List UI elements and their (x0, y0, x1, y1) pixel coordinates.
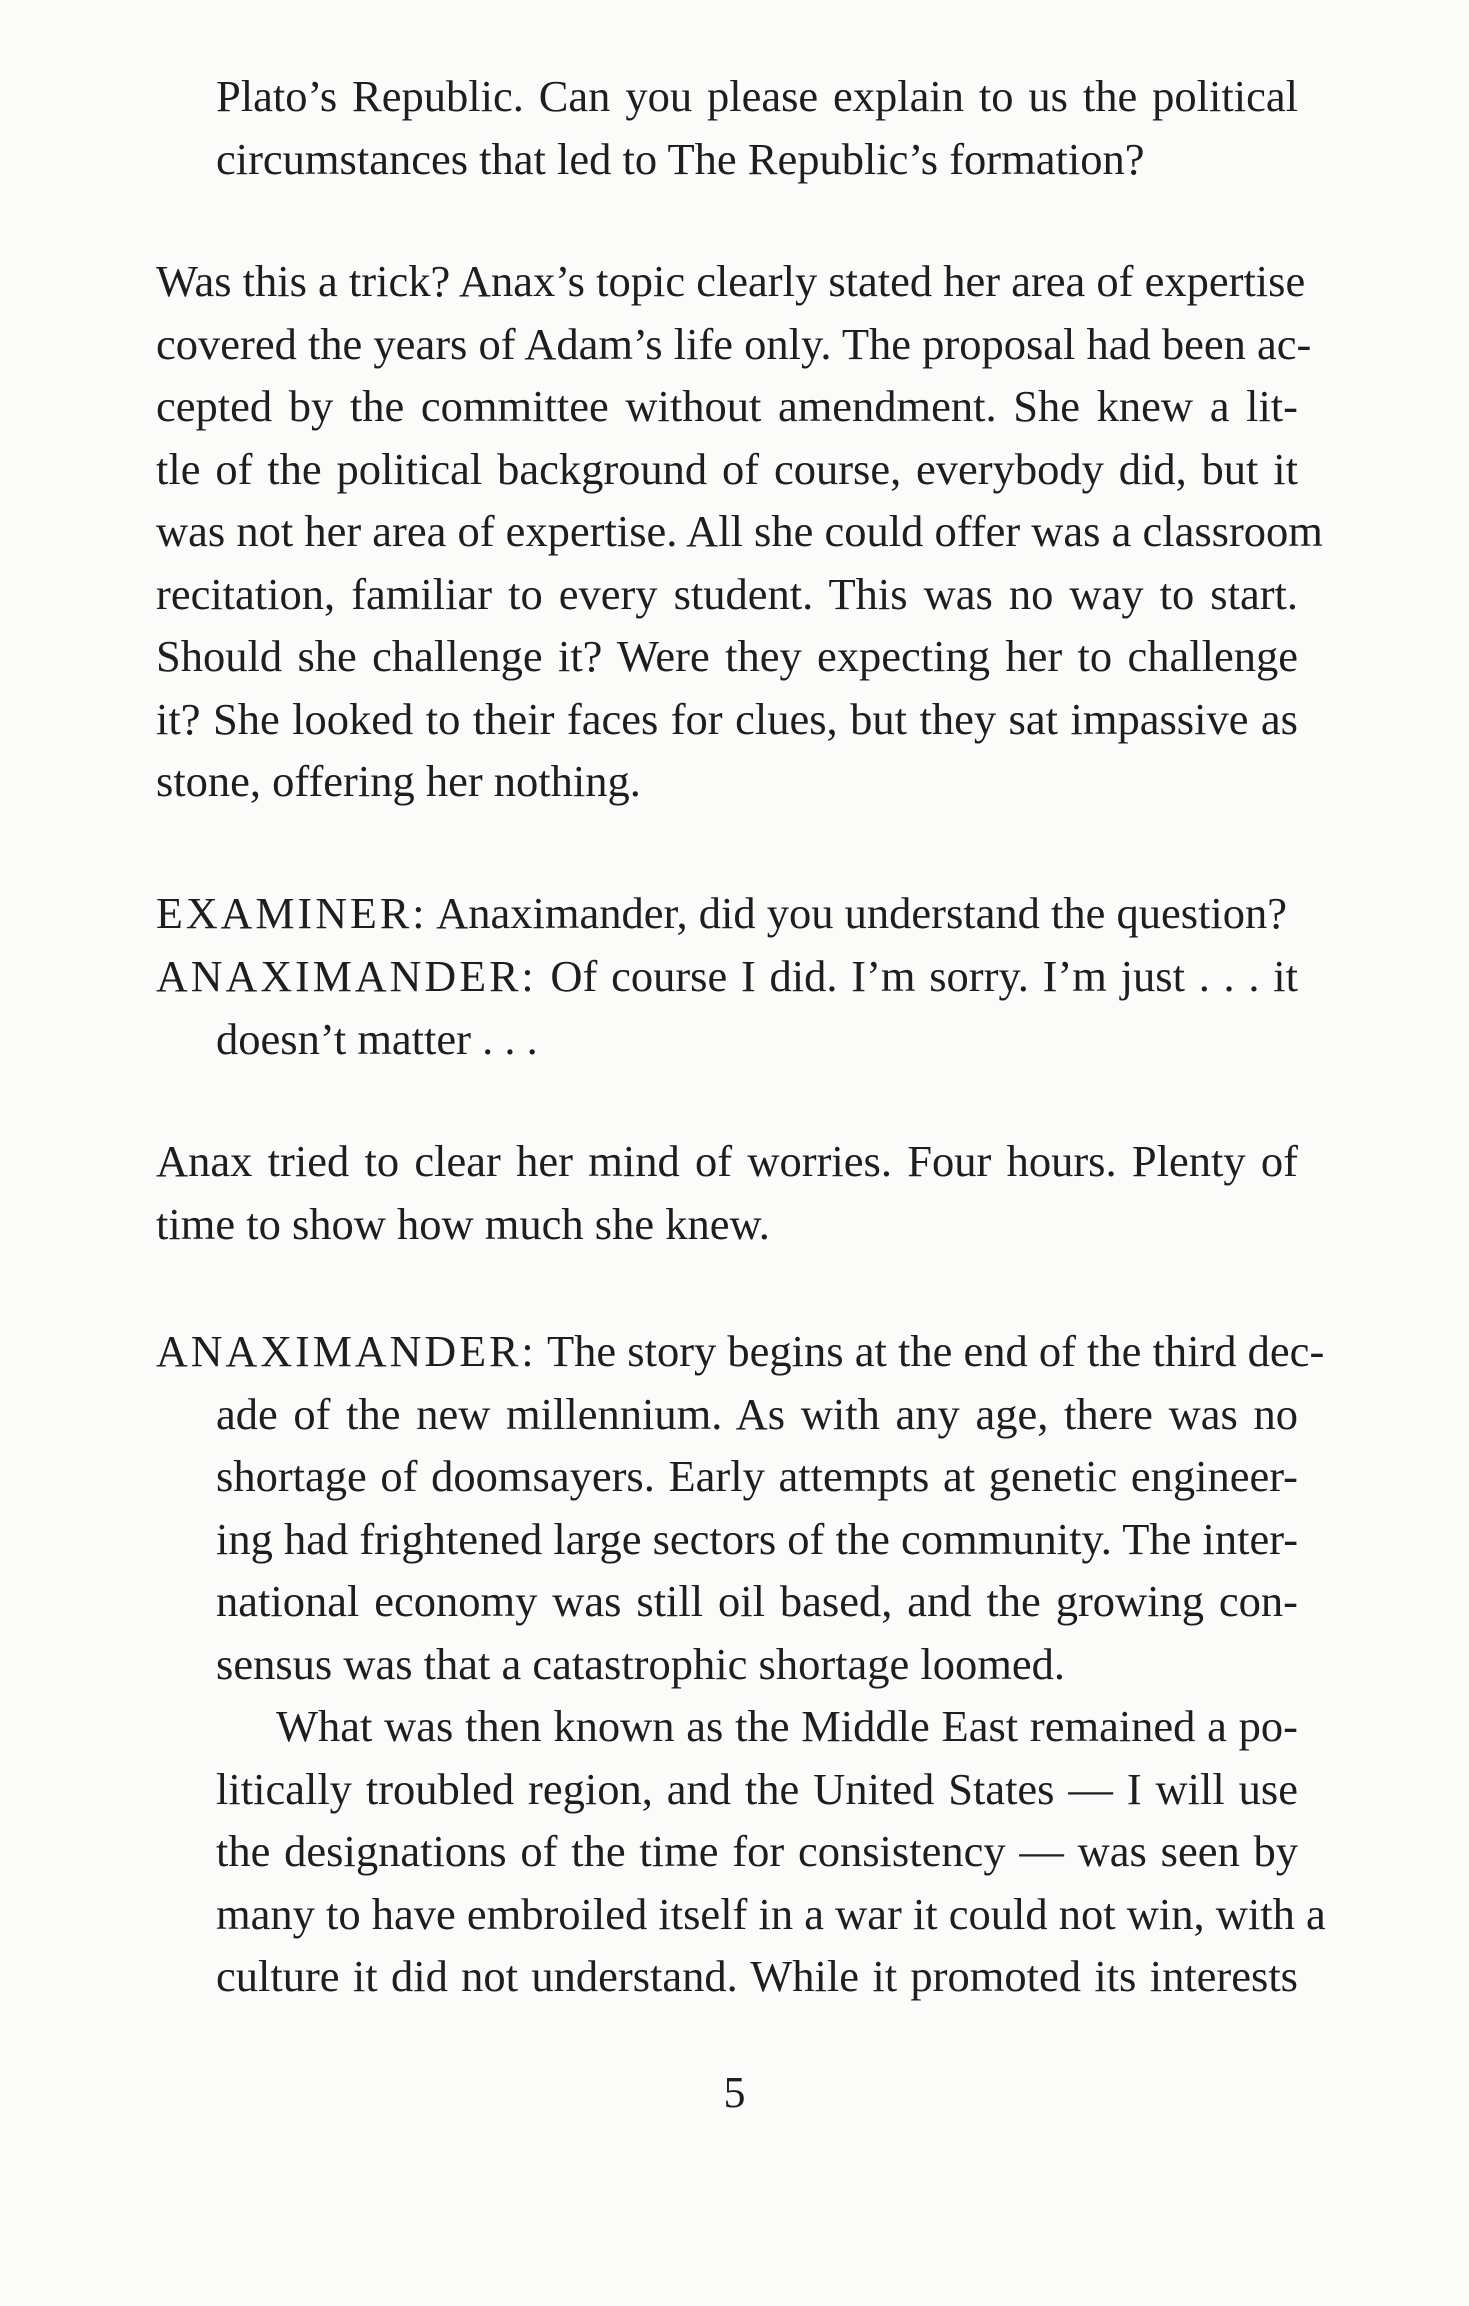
dialogue-text: Of course I did. I’m sorry. I’m just . . . it (550, 951, 1299, 1001)
text-line: cepted by the committee without amendment. She knew a lit- (156, 381, 1298, 431)
text-line (156, 945, 1298, 1008)
text-line: Should she challenge it? Were they expecting her to challenge (156, 631, 1298, 681)
text-line: time to show how much she knew. (156, 1198, 770, 1249)
text-line: circumstances that led to The Republic’s formation? (216, 133, 1145, 184)
text-line: tle of the political background of course, everybody did, but it (156, 443, 1298, 494)
text-line: ing had frightened large sectors of the community. The inter- (216, 1513, 1299, 1564)
text-line: ade of the new millennium. As with any age, there was no (216, 1388, 1298, 1439)
text-line: What was then known as the Middle East remained a po- (276, 1701, 1298, 1751)
text-line: national economy was still oil based, and the growing con- (216, 1576, 1298, 1626)
paragraph-anax-doubt (156, 250, 1323, 813)
text-line: the designations of the time for consistency — was seen by (216, 1826, 1298, 1876)
text-line: Plato’s Republic. Can you please explain to us the political (216, 71, 1298, 121)
text-line: Was this a trick? Anax’s topic clearly stated her area of expertise (156, 256, 1306, 306)
speaker-label: EXAMINER: (156, 889, 428, 938)
text-line: Anax tried to clear her mind of worries. Four hours. Plenty of (156, 1136, 1298, 1186)
dialogue-text: Anaximander, did you understand the question? (436, 888, 1288, 938)
page-number: 5 (723, 2068, 746, 2117)
text-line: doesn’t matter . . . (216, 1013, 538, 1064)
speaker-label: ANAXIMANDER: (156, 952, 537, 1001)
text-line: culture it did not understand. While it promoted its interests (216, 1951, 1298, 2001)
paragraph-continuation (156, 65, 1298, 190)
text-line: covered the years of Adam’s life only. The proposal had been ac- (156, 318, 1312, 369)
text-line: was not her area of expertise. All she could offer was a classroom (156, 506, 1323, 556)
text-line: stone, offering her nothing. (156, 756, 641, 806)
dialogue-anaximander-2 (156, 1320, 1326, 2008)
speaker-label: ANAXIMANDER: (156, 1327, 537, 1376)
text-line (156, 1320, 1325, 1383)
text-line: shortage of doomsayers. Early attempts at genetic engineer- (216, 1451, 1298, 1501)
dialogue-text: The story begins at the end of the third dec- (546, 1326, 1325, 1376)
paragraph-clear-mind (156, 1130, 1298, 1255)
text-line: sensus was that a catastrophic shortage loomed. (216, 1638, 1065, 1689)
text-line: many to have embroiled itself in a war it could not win, with a (216, 1888, 1326, 1939)
dialogue-examiner (156, 882, 1298, 945)
text-line: recitation, familiar to every student. This was no way to start. (156, 568, 1298, 619)
text-line: it? She looked to their faces for clues, but they sat impassive as (156, 693, 1298, 744)
text-line (156, 882, 1298, 945)
dialogue-anaximander-1 (156, 945, 1298, 1070)
text-line: litically troubled region, and the United States — I will use (216, 1763, 1298, 1814)
